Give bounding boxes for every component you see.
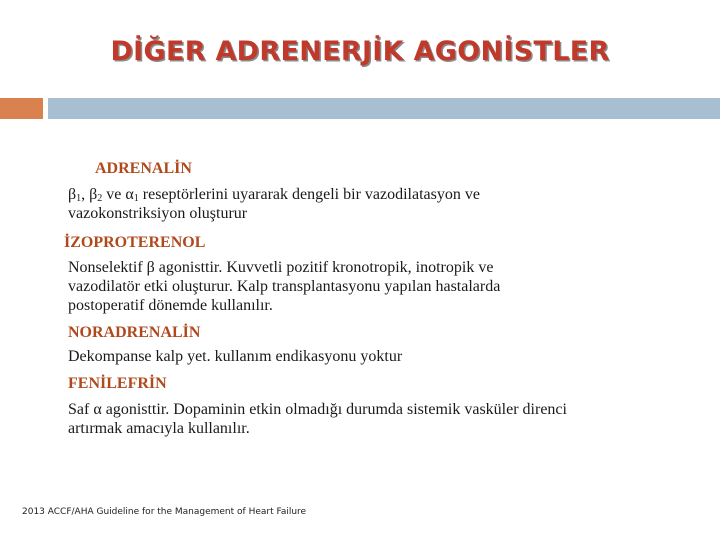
slide-title: DİĞER ADRENERJİK AGONİSTLER (110, 36, 610, 67)
drug-desc-noradrenalin: Dekompanse kalp yet. kullanım endikasyonu yoktur (68, 348, 403, 365)
drug-desc-izoproterenol-line1: Nonselektif β agonisttir. Kuvvetli pozitif kronotropik, inotropik ve (68, 259, 494, 276)
footer-citation: 2013 ACCF/AHA Guideline for the Management of Heart Failure (22, 507, 307, 517)
drug-desc-fenilefrin-line2: artırmak amacıyla kullanılır. (68, 420, 250, 437)
drug-desc-izoproterenol-line3: postoperatif dönemde kullanılır. (68, 297, 273, 314)
drug-heading-noradrenalin: NORADRENALİN (68, 324, 201, 341)
drug-desc-fenilefrin-line1: Saf α agonisttir. Dopaminin etkin olmadığı durumda sistemik vasküler direnci (68, 401, 567, 418)
drug-heading-fenilefrin: FENİLEFRİN (68, 375, 167, 392)
drug-heading-izoproterenol: İZOPROTERENOL (64, 234, 206, 251)
drug-heading-adrenalin: ADRENALİN (95, 160, 192, 177)
drug-desc-adrenalin-line2: vazokonstriksiyon oluşturur (68, 205, 248, 222)
drug-desc-adrenalin-line1: $\beta_1$, $\beta_2$ ve $\alpha_1$ reseptörlerini uyararak dengeli bir vazodilatasyon ve (68, 186, 480, 204)
drug-desc-izoproterenol-line2: vazodilatör etki oluşturur. Kalp transplantasyonu yapılan hastalarda (68, 278, 501, 295)
